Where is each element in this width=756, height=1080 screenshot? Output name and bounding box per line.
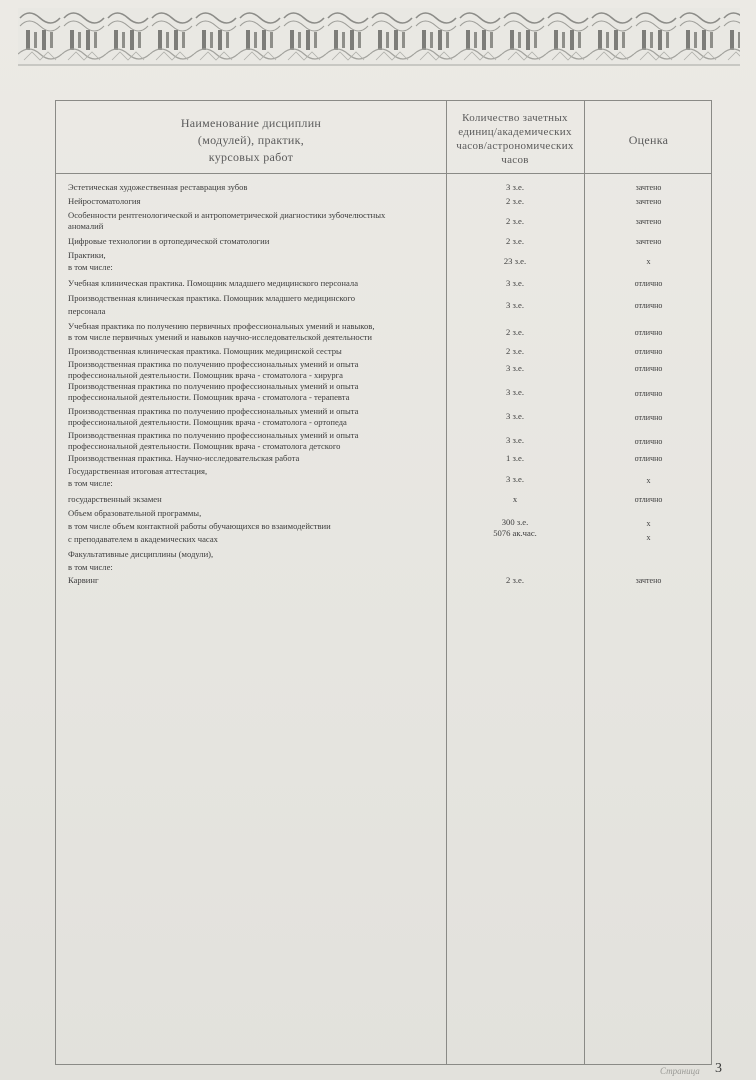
row-name: Карвинг — [68, 575, 99, 585]
row-grade-line: x — [646, 533, 651, 542]
row-grade: отлично — [634, 413, 663, 422]
header-hours-line: Количество зачетных — [462, 112, 568, 124]
row-name-line: Производственная практика по получению профессиональных умений и опыта — [68, 381, 359, 391]
row-name — [68, 293, 438, 317]
row-hours: 3 з.е. — [506, 411, 524, 421]
row-name-line: Государственная итоговая аттестация, — [68, 466, 208, 476]
row-name-line: в том числе объем контактной работы обучающихся во взаимодействии — [68, 521, 331, 531]
row-name-line: Производственная практика по получению профессиональных умений и опыта — [68, 359, 359, 369]
row-hours: 2 з.е. — [506, 575, 524, 585]
row-name-line: аномалий — [68, 221, 104, 231]
row-name — [68, 508, 438, 545]
header-discipline-line: Наименование дисциплин — [180, 116, 322, 130]
row-name-line: Объем образовательной программы, — [68, 508, 202, 518]
row-hours: 2 з.е. — [506, 236, 524, 246]
row-hours: 23 з.е. — [503, 256, 527, 266]
row-grade: зачтено — [635, 237, 662, 246]
row-name — [68, 549, 438, 573]
row-name-line: Учебная практика по получению первичных профессиональных умений и навыков, — [68, 321, 375, 331]
row-hours: 2 з.е. — [506, 327, 524, 337]
row-name-line: Производственная клиническая практика. Помощник младшего медицинского — [68, 293, 356, 303]
row-name-line: Факультативные дисциплины (модули), — [68, 549, 214, 559]
row-name-line: профессиональной деятельности. Помощник врача - стоматолога - ортопеда — [68, 417, 347, 427]
row-name: Производственная клиническая практика. Помощник медицинской сестры — [68, 346, 342, 356]
row-grade: отлично — [634, 328, 663, 337]
row-name: Цифровые технологии в ортопедической стоматологии — [68, 236, 270, 246]
row-hours: 3 з.е. — [506, 300, 524, 310]
row-grade: зачтено — [635, 197, 662, 206]
header-hours-line: единиц/академических — [458, 126, 572, 138]
row-name-line: Производственная практика по получению профессиональных умений и опыта — [68, 406, 359, 416]
row-grade: отлично — [634, 454, 663, 463]
row-name — [68, 466, 438, 489]
page-word: Страница — [660, 1066, 700, 1076]
row-hours: 1 з.е. — [506, 453, 524, 463]
header-hours-line: часов — [501, 154, 529, 166]
row-grade: зачтено — [635, 576, 662, 585]
row-grade: x — [646, 476, 651, 485]
row-hours: 3 з.е. — [506, 182, 524, 192]
row-name — [68, 406, 438, 428]
row-grade: отлично — [634, 301, 663, 310]
row-name — [68, 250, 438, 273]
row-name: Учебная клиническая практика. Помощник младшего медицинского персонала — [68, 278, 359, 288]
decorative-ornament-band — [18, 8, 740, 66]
row-name-line: в том числе: — [68, 562, 113, 572]
row-name-line: Практики, — [68, 250, 106, 260]
header-divider — [56, 173, 711, 174]
row-name — [68, 210, 438, 232]
header-discipline-line: курсовых работ — [208, 150, 294, 164]
row-name-line: в том числе: — [68, 478, 113, 488]
row-grade: отлично — [634, 347, 663, 356]
row-hours: 3 з.е. — [506, 278, 524, 288]
row-name — [68, 321, 438, 343]
header-discipline — [56, 115, 446, 166]
row-hours: x — [512, 494, 518, 504]
row-name-line: профессиональной деятельности. Помощник врача - стоматолога - терапевта — [68, 392, 350, 402]
header-grade: Оценка — [628, 133, 669, 147]
row-name — [68, 359, 438, 381]
row-hours: 2 з.е. — [506, 216, 524, 226]
row-name-line: профессиональной деятельности. Помощник врача - стоматолога - хирурга — [68, 370, 343, 380]
page-number: 3 — [715, 1061, 722, 1076]
grades-table — [55, 100, 712, 1065]
row-grade: отлично — [634, 495, 663, 504]
row-name-line: Особенности рентгенологической и антропометрической диагностики зубочелюстных — [68, 210, 386, 220]
row-hours: 2 з.е. — [506, 346, 524, 356]
row-grade — [584, 518, 713, 543]
row-name-line: персонала — [68, 306, 106, 316]
row-name-line: в том числе первичных умений и навыков научно-исследовательской деятельности — [68, 332, 373, 342]
row-name: государственный экзамен — [68, 494, 162, 504]
row-grade: отлично — [634, 389, 663, 398]
header-hours-line: часов/астрономических — [456, 140, 574, 152]
row-name-line: Производственная практика по получению профессиональных умений и опыта — [68, 430, 359, 440]
row-name: Производственная практика. Научно-исследовательская работа — [68, 453, 300, 463]
row-hours: 3 з.е. — [506, 474, 524, 484]
row-name-line: в том числе: — [68, 262, 113, 272]
row-grade: отлично — [634, 364, 663, 373]
row-name-line: профессиональной деятельности. Помощник врача - стоматолога детского — [68, 441, 341, 451]
row-grade: отлично — [634, 279, 663, 288]
row-grade: x — [646, 257, 651, 266]
row-grade: зачтено — [635, 217, 662, 226]
row-name — [68, 430, 438, 452]
row-grade: зачтено — [635, 183, 662, 192]
row-name — [68, 381, 438, 403]
row-hours: 3 з.е. — [506, 363, 524, 373]
row-hours: 3 з.е. — [506, 435, 524, 445]
row-name-line: с преподавателем в академических часах — [68, 534, 218, 544]
row-grade: отлично — [634, 437, 663, 446]
row-hours — [446, 517, 584, 539]
header-hours — [446, 111, 584, 167]
row-name: Эстетическая художественная реставрация зубов — [68, 182, 248, 192]
row-hours: 2 з.е. — [506, 196, 524, 206]
row-hours-line: 5076 ак.час. — [493, 528, 537, 538]
row-grade-line: x — [646, 519, 651, 528]
row-name: Нейростоматология — [68, 196, 141, 206]
header-discipline-line: (модулей), практик, — [197, 133, 305, 147]
row-hours: 3 з.е. — [506, 387, 524, 397]
row-hours-line: 300 з.е. — [501, 517, 529, 527]
